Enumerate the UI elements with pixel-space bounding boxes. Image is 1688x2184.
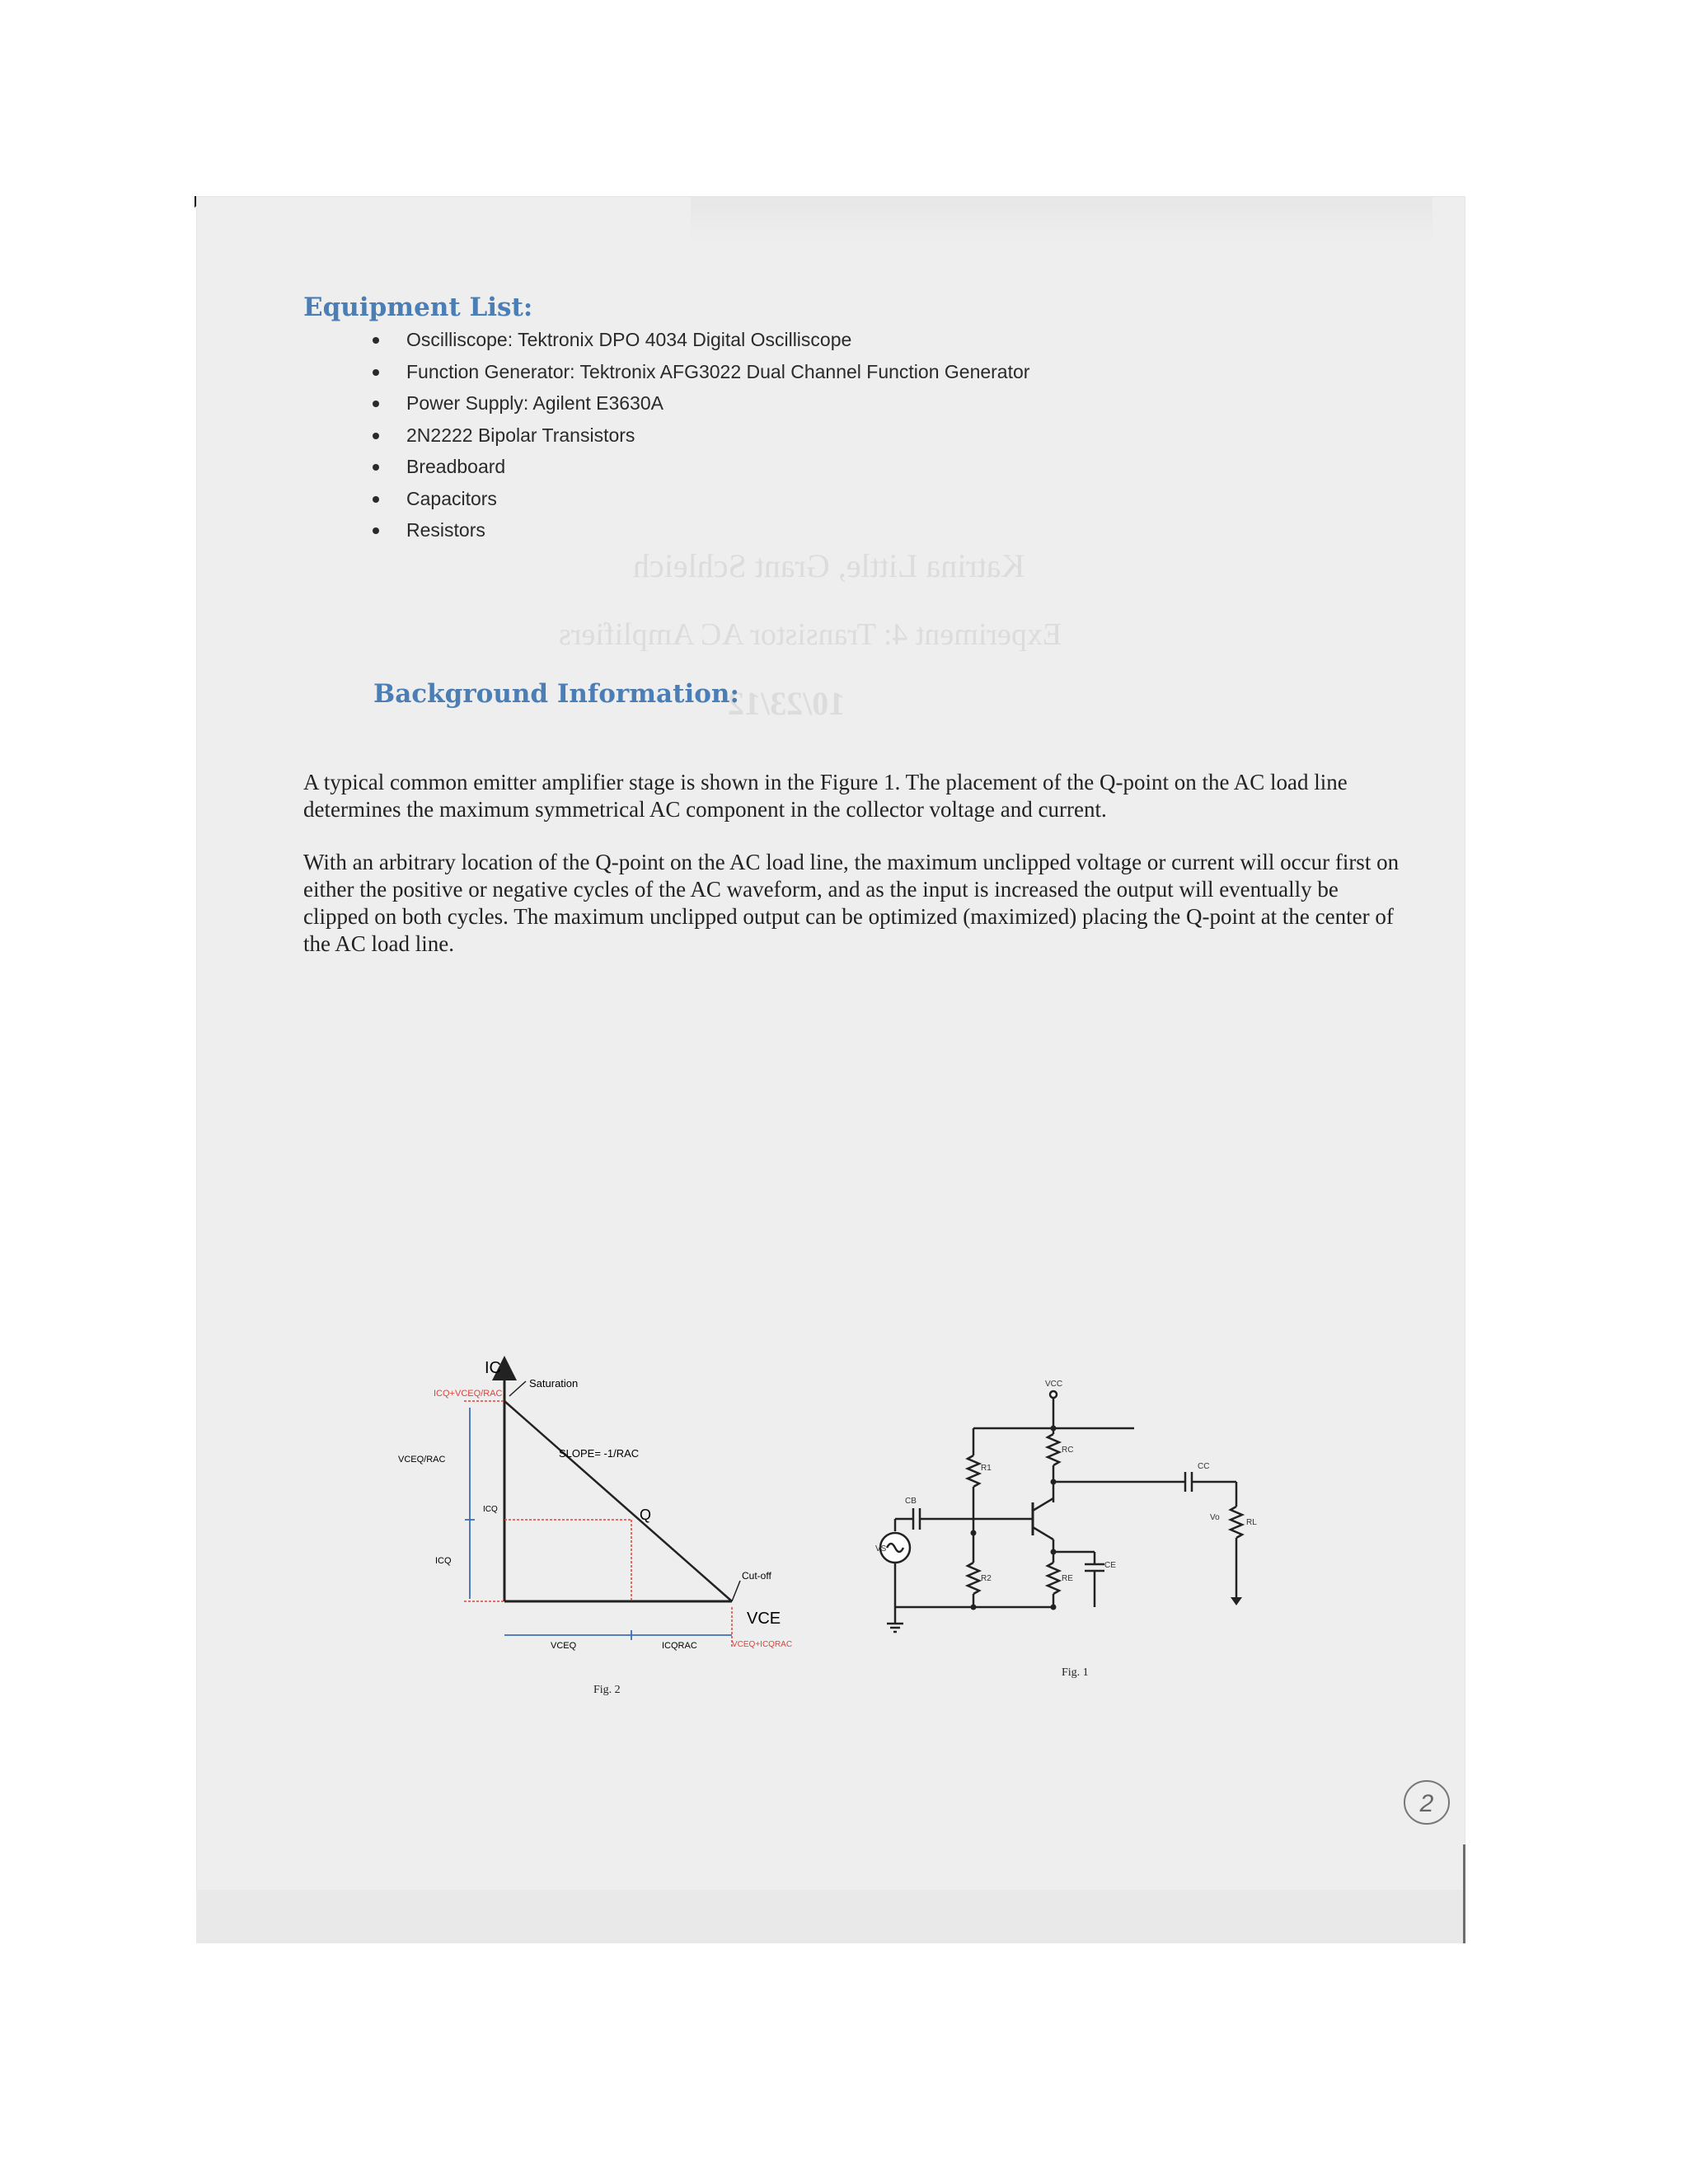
page-number-circle	[1401, 1777, 1452, 1828]
cutoff-pointer	[732, 1581, 740, 1601]
vceq-rac-label: VCEQ/RAC	[398, 1455, 446, 1465]
figure-1-amplifier-circuit	[875, 1380, 1457, 1647]
page-number: 2	[1419, 1790, 1434, 1817]
slope-label: SLOPE= -1/RAC	[559, 1447, 640, 1460]
rc-label: RC	[1062, 1446, 1074, 1455]
ac-load-line	[504, 1401, 732, 1601]
figure-2-load-line	[196, 1152, 823, 1651]
equipment-item: Capacitors	[336, 483, 1029, 515]
y-axis-label: IC	[485, 1359, 501, 1377]
cb-label: CB	[905, 1497, 917, 1506]
scanned-page	[196, 196, 1465, 1943]
vceq-label: VCEQ	[551, 1641, 577, 1651]
x-axis-label: VCE	[747, 1610, 781, 1628]
scan-smudge	[691, 196, 1432, 246]
ce-label: CE	[1104, 1561, 1116, 1570]
equipment-item: Resistors	[336, 514, 1029, 546]
icq-rac-label: ICQRAC	[662, 1641, 697, 1651]
vo-label: Vo	[1210, 1513, 1220, 1522]
vcc-label: VCC	[1045, 1380, 1063, 1389]
equipment-item: 2N2222 Bipolar Transistors	[336, 419, 1029, 452]
vcc-terminal	[1050, 1391, 1057, 1398]
re-label: RE	[1062, 1574, 1073, 1583]
figure-2-caption: Fig. 2	[593, 1684, 621, 1696]
equipment-list	[336, 324, 1029, 546]
scan-edge-line	[1463, 1844, 1465, 1943]
r2-label: R2	[981, 1574, 992, 1583]
bleed-through-line-2: Experiment 4: Transistor AC Amplifiers	[559, 617, 1062, 652]
scan-bottom-band	[196, 1890, 1465, 1943]
saturation-label: Saturation	[529, 1377, 579, 1390]
bleed-through-line-3: 10/23/12	[728, 685, 846, 722]
icq-inner-label: ICQ	[483, 1505, 498, 1514]
r1-label: R1	[981, 1464, 992, 1473]
bleed-through-line-1: Katrina Little, Grant Schleich	[633, 547, 1025, 584]
cutoff-label: Cut-off	[742, 1570, 771, 1582]
equipment-item: Power Supply: Agilent E3630A	[336, 387, 1029, 419]
icq-label: ICQ	[435, 1556, 452, 1566]
saturation-value-label: ICQ+VCEQ/RAC	[434, 1389, 503, 1399]
saturation-pointer	[509, 1381, 526, 1396]
background-paragraph-2: With an arbitrary location of the Q-point on the AC load line, the maximum unclipped voltage or current will occur first on either the positive or negative cycles of the AC waveform, and as the input is increased the output will eventually be clipped on both cycles. The maximum unclipped output can be optimized (maximized) placing the Q-point at the center of the AC load line.	[303, 850, 1400, 956]
background-paragraph-1: A typical common emitter amplifier stage is shown in the Figure 1. The placement of the Q-point on the AC load line determines the maximum symmetrical AC component in the collector voltage and current.	[303, 770, 1348, 822]
equipment-item: Oscilliscope: Tektronix DPO 4034 Digital Oscilliscope	[336, 324, 1029, 356]
output-ground-icon	[1231, 1597, 1242, 1605]
equipment-heading: Equipment List:	[303, 293, 533, 322]
rl-label: RL	[1246, 1518, 1257, 1527]
vs-label: VS	[875, 1544, 887, 1554]
figure-1-caption: Fig. 1	[1062, 1666, 1089, 1679]
equipment-item: Function Generator: Tektronix AFG3022 Dual Channel Function Generator	[336, 356, 1029, 388]
cutoff-value-label: VCEQ+ICQRAC	[732, 1640, 793, 1649]
q-point-label: Q	[640, 1507, 652, 1523]
background-heading: Background Information:	[373, 679, 739, 709]
cc-label: CC	[1198, 1462, 1210, 1471]
equipment-item: Breadboard	[336, 451, 1029, 483]
